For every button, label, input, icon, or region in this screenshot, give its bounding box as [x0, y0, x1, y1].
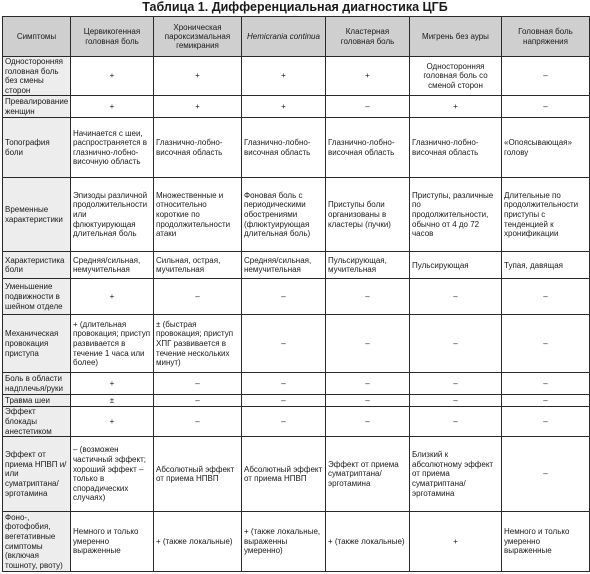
cell: + [410, 512, 502, 572]
cell: Множественные и относительно короткие по продолжительности атаки [154, 178, 242, 252]
table-row [3, 57, 590, 96]
header-cervicogenic: Цервикогенная головная боль [71, 17, 154, 57]
cell: – [242, 395, 326, 407]
header-symptoms: Симптомы [3, 17, 71, 57]
cell: Средняя/сильная, немучительная [242, 252, 326, 279]
cell: Эпизоды различной продолжительности или флюктуирующая длительная боль [71, 178, 154, 252]
cell: – [410, 395, 502, 407]
cell: + [242, 57, 326, 96]
cell: + [71, 57, 154, 96]
cell: – [326, 407, 410, 437]
table-row [3, 373, 590, 395]
cell: Начинается с шеи, распространяется в глазнично-лобно-височную область [71, 118, 154, 178]
cell: + (также локальные) [326, 512, 410, 572]
cell: Немного и только умеренно выраженные [502, 512, 590, 572]
cell: + [71, 407, 154, 437]
cell: – [326, 279, 410, 315]
cell: + [71, 96, 154, 118]
cell: – [502, 395, 590, 407]
table-row [3, 437, 590, 512]
cell: Глазнично-лобно-височная область [154, 118, 242, 178]
cell: – [410, 279, 502, 315]
table-row [3, 96, 590, 118]
symptom-cell: Топография боли [3, 118, 71, 178]
cell: – [502, 96, 590, 118]
header-paroxysmal-hemicrania: Хроническая пароксизмальная гемикрания [154, 17, 242, 57]
table-row [3, 315, 590, 373]
cell: Эффект от приема суматриптана/эрготамина [326, 437, 410, 512]
table-row [3, 395, 590, 407]
differential-diagnosis-table [2, 16, 590, 572]
cell: + [71, 373, 154, 395]
table-row [3, 252, 590, 279]
cell: Пульсирующая [410, 252, 502, 279]
table-row [3, 407, 590, 437]
cell: + [326, 57, 410, 96]
cell: – [154, 373, 242, 395]
cell: – [502, 57, 590, 96]
symptom-cell: Временные характеристики [3, 178, 71, 252]
cell: + (также локальные, выраженны умеренно) [242, 512, 326, 572]
header-row [3, 17, 590, 57]
cell: – [154, 407, 242, 437]
table-row [3, 118, 590, 178]
cell: – [154, 395, 242, 407]
cell: – [326, 373, 410, 395]
cell: Средняя/сильная, немучительная [71, 252, 154, 279]
cell: Немного и только умеренно выраженные [71, 512, 154, 572]
cell: – [242, 279, 326, 315]
cell: – [326, 315, 410, 373]
cell: Глазнично-лобно-височная область [410, 118, 502, 178]
symptom-cell: Боль в области надплечья/руки [3, 373, 71, 395]
symptom-cell: Эффект блокады анестетиком [3, 407, 71, 437]
cell: – [502, 315, 590, 373]
cell: «Опоясывающая» голову [502, 118, 590, 178]
cell: – [502, 279, 590, 315]
symptom-cell: Эффект от приема НПВП и/или суматриптана/эрготамина [3, 437, 71, 512]
header-tension: Головная боль напряжения [502, 17, 590, 57]
symptom-cell: Превалирование женщин [3, 96, 71, 118]
cell: – [502, 407, 590, 437]
cell: – [242, 407, 326, 437]
cell: – [154, 279, 242, 315]
cell: Приступы боли организованы в кластеры (пучки) [326, 178, 410, 252]
cell: Односторонняя головная боль со сменой сторон [410, 57, 502, 96]
cell: Абсолютный эффект от приема НПВП [242, 437, 326, 512]
cell: – [502, 373, 590, 395]
cell: + [71, 279, 154, 315]
cell: – [502, 437, 590, 512]
cell: Близкий к абсолютному эффект от приема суматриптана/эрготамина [410, 437, 502, 512]
cell: + [154, 57, 242, 96]
table-row [3, 279, 590, 315]
cell: – [410, 373, 502, 395]
cell: – [242, 373, 326, 395]
table-row [3, 178, 590, 252]
table-title: Таблица 1. Дифференциальная диагностика ЦГБ [142, 0, 448, 14]
cell: Приступы, различные по продолжительности, обычно от 4 до 72 часов [410, 178, 502, 252]
cell: – [326, 395, 410, 407]
cell: + [154, 96, 242, 118]
symptom-cell: Уменьшение подвижности в шейном отделе [3, 279, 71, 315]
cell: ± (быстрая провокация; приступ ХПГ развивается в течение нескольких минут) [154, 315, 242, 373]
cell: + (также локальные) [154, 512, 242, 572]
table-row [3, 512, 590, 572]
header-cluster: Кластерная головная боль [326, 17, 410, 57]
header-migraine: Мигрень без ауры [410, 17, 502, 57]
cell: Пульсирующая, мучительная [326, 252, 410, 279]
symptom-cell: Односторонняя головная боль без смены сторон [3, 57, 71, 96]
cell: Глазнично-лобно-височная область [242, 118, 326, 178]
cell: + [410, 96, 502, 118]
cell: – [410, 407, 502, 437]
cell: + [242, 96, 326, 118]
cell: Сильная, острая, мучительная [154, 252, 242, 279]
cell: Глазнично-лобно-височная область [326, 118, 410, 178]
cell: – [410, 315, 502, 373]
cell: + (длительная провокация; приступ развивается в течение 1 часа или более) [71, 315, 154, 373]
symptom-cell: Травма шеи [3, 395, 71, 407]
symptom-cell: Характеристика боли [3, 252, 71, 279]
header-hemicrania-continua: Hemicrania continua [242, 17, 326, 57]
cell: ± [71, 395, 154, 407]
cell: Длительные по продолжительности приступы с тенденцией к хронификации [502, 178, 590, 252]
cell: – [242, 315, 326, 373]
symptom-cell: Механическая провокация приступа [3, 315, 71, 373]
symptom-cell: Фоно-, фотофобия, вегетативные симптомы (включая тошноту, рвоту) [3, 512, 71, 572]
cell: – (возможен частичный эффект; хороший эффект – только в спорадических случаях) [71, 437, 154, 512]
cell: Фоновая боль с периодическими обострениями (флюктуирующая длительная боль) [242, 178, 326, 252]
cell: Абсолютный эффект от приема НПВП [154, 437, 242, 512]
cell: – [326, 96, 410, 118]
cell: Тупая, давящая [502, 252, 590, 279]
